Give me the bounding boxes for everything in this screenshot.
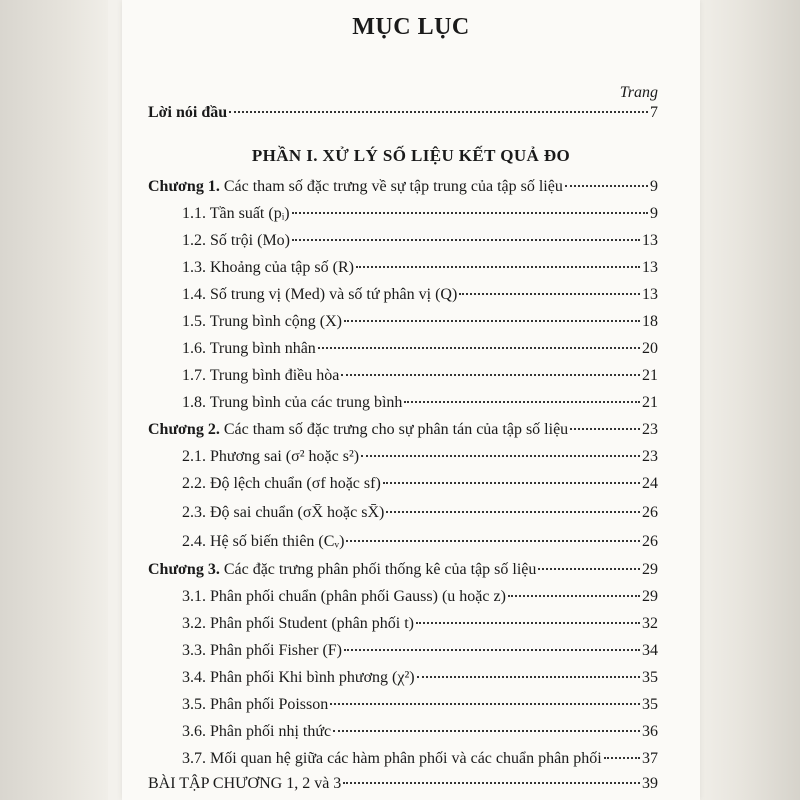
toc-entry-preface[interactable]: [148, 104, 658, 126]
entry-page: 24: [642, 475, 658, 492]
entry-page: 13: [642, 286, 658, 303]
toc-entry-chapter-1[interactable]: [148, 178, 658, 200]
part-heading: PHẦN I. XỬ LÝ SỐ LIỆU KẾT QUẢ ĐO: [251, 146, 571, 165]
entry-page: 35: [642, 669, 658, 686]
toc-entry-1-4[interactable]: [182, 286, 658, 308]
toc-entry-2-3[interactable]: [182, 504, 658, 526]
entry-label: 3.2. Phân phối Student (phân phối t): [182, 615, 414, 632]
entry-page: 18: [642, 313, 658, 330]
entry-page: 13: [642, 259, 658, 276]
entry-label: 2.1. Phương sai (σ² hoặc s²): [182, 448, 360, 465]
entry-label: 1.3. Khoảng của tập số (R): [182, 259, 354, 276]
toc-entry-3-4[interactable]: [182, 669, 658, 691]
entry-page: 21: [642, 367, 658, 384]
toc-entry-1-8[interactable]: [182, 394, 658, 416]
entry-page: 9: [650, 205, 658, 222]
dot-leader: [346, 540, 640, 542]
entry-label: 3.6. Phân phối nhị thức: [182, 723, 332, 740]
entry-label: 3.5. Phân phối Poisson: [182, 696, 329, 713]
dot-leader: [292, 239, 640, 241]
entry-label: 1.1. Tần suất (pᵢ): [182, 205, 290, 222]
entry-page: 39: [642, 775, 658, 792]
dot-leader: [361, 455, 640, 457]
entry-page: 32: [642, 615, 658, 632]
chapter-prefix: Chương 1.: [148, 178, 220, 195]
toc-entry-chapter-3[interactable]: [148, 561, 658, 583]
dot-leader: [330, 703, 640, 705]
dot-leader: [383, 482, 640, 484]
toc-entry-3-1[interactable]: [182, 588, 658, 610]
entry-page: 7: [650, 104, 658, 121]
right-page-edge: [700, 0, 800, 800]
dot-leader: [344, 320, 640, 322]
dot-leader: [417, 676, 640, 678]
entry-page: 34: [642, 642, 658, 659]
entry-label: [148, 421, 568, 439]
dot-leader: [292, 212, 648, 214]
entry-page: 36: [642, 723, 658, 740]
page-column-label: Trang: [619, 84, 658, 101]
dot-leader: [356, 266, 640, 268]
toc-entry-3-2[interactable]: [182, 615, 658, 637]
dot-leader: [341, 374, 640, 376]
entry-page: 26: [642, 504, 658, 521]
entry-page: 26: [642, 533, 658, 550]
entry-page: 20: [642, 340, 658, 357]
toc-entry-3-7[interactable]: [182, 750, 658, 772]
entry-label: 1.8. Trung bình của các trung bình: [182, 394, 403, 411]
toc-entry-1-1[interactable]: [182, 205, 658, 227]
entry-label: 1.5. Trung bình cộng (X): [182, 313, 343, 330]
entry-label: 3.4. Phân phối Khi bình phương (χ²): [182, 669, 415, 686]
dot-leader: [570, 428, 640, 430]
entry-page: 23: [642, 448, 658, 465]
entry-label: BÀI TẬP CHƯƠNG 1, 2 và 3: [148, 775, 342, 792]
page-title: MỤC LỤC: [352, 14, 470, 40]
entry-page: 29: [642, 588, 658, 605]
toc-entry-3-3[interactable]: [182, 642, 658, 664]
toc-entry-1-5[interactable]: [182, 313, 658, 335]
dot-leader: [343, 782, 640, 784]
chapter-title: Các đặc trưng phân phối thống kê của tập số liệu: [219, 561, 537, 578]
entry-page: 37: [642, 750, 658, 767]
dot-leader: [344, 649, 640, 651]
entry-label: 3.3. Phân phối Fisher (F): [182, 642, 342, 659]
toc-entry-1-6[interactable]: [182, 340, 658, 362]
entry-label: 2.2. Độ lệch chuẩn (σf hoặc sf): [182, 475, 381, 492]
entry-label: [148, 178, 563, 196]
toc-entry-2-4[interactable]: [182, 533, 658, 555]
entry-page: 35: [642, 696, 658, 713]
chapter-title: Các tham số đặc trưng về sự tập trung của tập số liệu: [219, 178, 563, 195]
book-page: [122, 0, 700, 800]
entry-label: Lời nói đầu: [148, 104, 228, 121]
chapter-prefix: Chương 3.: [148, 561, 220, 578]
entry-label: [148, 561, 536, 579]
chapter-title: Các tham số đặc trưng cho sự phân tán của tập số liệu: [219, 421, 569, 438]
dot-leader: [416, 622, 640, 624]
dot-leader: [229, 111, 648, 113]
entry-label: 1.6. Trung bình nhân: [182, 340, 316, 357]
entry-label: 1.7. Trung bình điều hòa: [182, 367, 340, 384]
toc-entry-3-5[interactable]: [182, 696, 658, 718]
dot-leader: [318, 347, 640, 349]
entry-label: 1.2. Số trội (Mo): [182, 232, 290, 249]
entry-label: 2.3. Độ sai chuẩn (σX̄ hoặc sX̄): [182, 504, 385, 521]
dot-leader: [386, 511, 640, 513]
dot-leader: [404, 401, 640, 403]
toc-entry-1-2[interactable]: [182, 232, 658, 254]
toc-entry-1-7[interactable]: [182, 367, 658, 389]
dot-leader: [459, 293, 640, 295]
entry-page: 21: [642, 394, 658, 411]
toc-entry-chapter-2[interactable]: [148, 421, 658, 443]
entry-page: 9: [650, 178, 658, 195]
left-page-edge: [0, 0, 108, 800]
dot-leader: [604, 757, 640, 759]
toc-entry-2-1[interactable]: [182, 448, 658, 470]
dot-leader: [538, 568, 640, 570]
dot-leader: [333, 730, 640, 732]
entry-label: 2.4. Hệ số biến thiên (Cᵥ): [182, 533, 345, 550]
entry-label: 3.1. Phân phối chuẩn (phân phối Gauss) (u hoặc z): [182, 588, 506, 605]
entry-label: 1.4. Số trung vị (Med) và số tứ phân vị (Q): [182, 286, 458, 303]
chapter-prefix: Chương 2.: [148, 421, 220, 438]
dot-leader: [508, 595, 640, 597]
entry-label: 3.7. Mối quan hệ giữa các hàm phân phối và các chuẩn phân phối: [182, 750, 602, 767]
toc-entry-1-3[interactable]: [182, 259, 658, 281]
entry-page: 29: [642, 561, 658, 578]
toc-entry-2-2[interactable]: [182, 475, 658, 497]
dot-leader: [565, 185, 648, 187]
entry-page: 23: [642, 421, 658, 438]
entry-page: 13: [642, 232, 658, 249]
toc-entry-3-6[interactable]: [182, 723, 658, 745]
toc-entry-exercises[interactable]: [148, 775, 658, 797]
